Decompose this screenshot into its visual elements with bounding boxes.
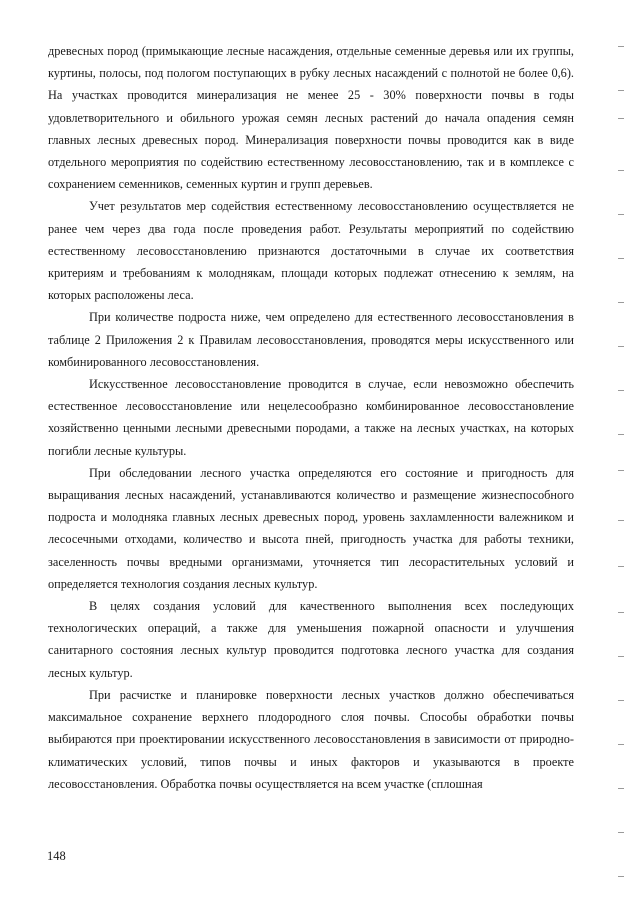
scan-mark	[618, 258, 624, 259]
scan-mark	[618, 302, 624, 303]
paragraph: При расчистке и планировке поверхности лесных участков должно обеспечиваться максимальное сохранение верхнего плодородного слоя почвы. Способы обработки почвы выбираются при проектировании искусственного лесовосстановления в зависимости от природно-климатических условий, типов почвы и иных факторов и указываются в проекте лесовосстановления. Обработка почвы осуществляется на всем участке (сплошная	[48, 687, 574, 791]
scan-mark	[618, 390, 624, 391]
scan-mark	[618, 566, 624, 567]
scan-mark	[618, 876, 624, 877]
page-number: 148	[47, 849, 66, 863]
scan-mark	[618, 744, 624, 745]
scan-mark	[618, 90, 624, 91]
scan-mark	[618, 656, 624, 657]
scan-mark	[618, 118, 624, 119]
paragraph: При количестве подроста ниже, чем определено для естественного лесовосстановления в таблице 2 Приложения 2 к Правилам лесовосстановления, проводятся меры искусственного или комбинированного лесовосстановления.	[48, 310, 574, 369]
body-text	[48, 40, 574, 795]
scan-mark	[618, 46, 624, 47]
paragraph: Учет результатов мер содействия естественному лесовосстановлению осуществляется не ранее чем через два года после проведения работ. Результаты мероприятий по содействию естественному лесовосстановлению признаются достаточными в случае их соответствия критериям и требованиям к молоднякам, площади которых подлежат отнесению к землям, на которых расположены леса.	[48, 199, 574, 303]
scan-mark	[618, 170, 624, 171]
paragraph: Искусственное лесовосстановление проводится в случае, если невозможно обеспечить естественное лесовосстановление или нецелесообразно комбинированное лесовосстановление хозяйственно ценными лесными древесными породами, а также на лесных участках, на которых погибли лесные культуры.	[48, 377, 574, 458]
scan-mark	[618, 434, 624, 435]
scan-mark	[618, 700, 624, 701]
scan-mark	[618, 832, 624, 833]
scan-mark	[618, 788, 624, 789]
scan-mark	[618, 346, 624, 347]
scan-mark	[618, 520, 624, 521]
scan-mark	[618, 214, 624, 215]
scan-mark	[618, 612, 624, 613]
scan-margin-marks	[616, 0, 632, 905]
paragraph-continuation: древесных пород (примыкающие лесные насаждения, отдельные семенные деревья или их группы, куртины, полосы, под пологом поступающих в рубку лесных насаждений с полнотой не более 0,6). На участках проводится минерализация не менее 25 - 30% поверхности почвы в годы удовлетворительного и обильного урожая семян лесных растений до начала опадения семян главных лесных древесных пород. Минерализация поверхности почвы проводится как в виде отдельного мероприятия по содействию естественному лесовосстановлению, так и в комплексе с сохранением семенников, семенных куртин и групп деревьев.	[48, 44, 574, 192]
paragraph: При обследовании лесного участка определяются его состояние и пригодность для выращивания лесных насаждений, устанавливаются количество и размещение жизнеспособного подроста и молодняка главных лесных древесных пород, уровень захламленности валежником и лесосечными отходами, количество и высота пней, пригодность участка для работы техники, заселенность почвы вредными организмами, уточняется тип лесорастительных условий и определяется технология создания лесных культур.	[48, 465, 574, 591]
scan-mark	[618, 470, 624, 471]
paragraph: В целях создания условий для качественного выполнения всех последующих технологических операций, а также для уменьшения пожарной опасности и улучшения санитарного состояния лесных культур проводится подготовка лесного участка для создания лесных культур.	[48, 599, 574, 680]
